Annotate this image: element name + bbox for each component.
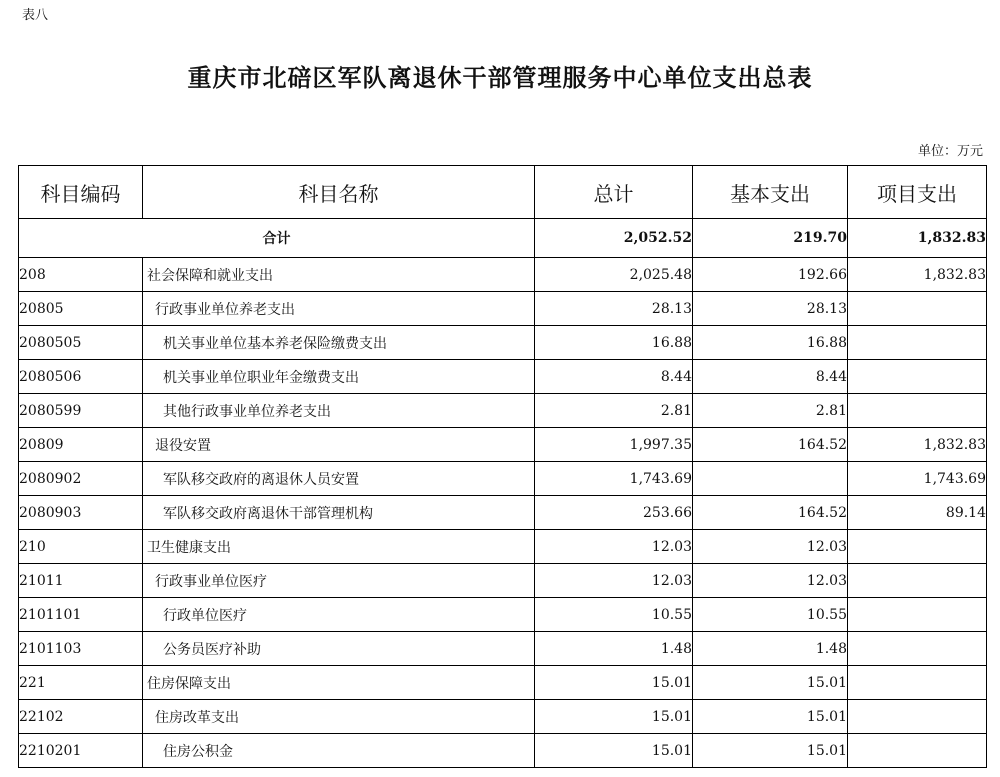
total-label: 合计 xyxy=(19,219,535,258)
row-total: 253.66 xyxy=(535,496,693,530)
row-basic: 15.01 xyxy=(693,734,848,768)
row-total: 8.44 xyxy=(535,360,693,394)
table-row xyxy=(19,292,987,326)
total-project: 1,832.83 xyxy=(848,219,987,258)
row-project xyxy=(848,530,987,564)
total-basic: 219.70 xyxy=(693,219,848,258)
row-name: 军队移交政府的离退休人员安置 xyxy=(143,462,535,496)
row-name: 其他行政事业单位养老支出 xyxy=(143,394,535,428)
row-code: 20805 xyxy=(19,292,143,326)
row-code: 21011 xyxy=(19,564,143,598)
table-row xyxy=(19,666,987,700)
row-total: 2,025.48 xyxy=(535,258,693,292)
row-name: 社会保障和就业支出 xyxy=(143,258,535,292)
row-project xyxy=(848,734,987,768)
total-total: 2,052.52 xyxy=(535,219,693,258)
row-code: 2080903 xyxy=(19,496,143,530)
row-project xyxy=(848,666,987,700)
row-project: 1,743.69 xyxy=(848,462,987,496)
expenditure-table xyxy=(18,165,987,768)
table-row xyxy=(19,428,987,462)
row-code: 221 xyxy=(19,666,143,700)
table-row xyxy=(19,462,987,496)
row-basic: 12.03 xyxy=(693,530,848,564)
row-name: 军队移交政府离退休干部管理机构 xyxy=(143,496,535,530)
row-basic: 192.66 xyxy=(693,258,848,292)
row-basic xyxy=(693,462,848,496)
row-name: 退役安置 xyxy=(143,428,535,462)
table-number: 表八 xyxy=(22,8,49,23)
row-name: 机关事业单位职业年金缴费支出 xyxy=(143,360,535,394)
header-name: 科目名称 xyxy=(143,166,535,219)
row-total: 12.03 xyxy=(535,564,693,598)
table-row xyxy=(19,530,987,564)
row-basic: 164.52 xyxy=(693,428,848,462)
row-name: 公务员医疗补助 xyxy=(143,632,535,666)
row-project xyxy=(848,394,987,428)
row-name: 行政事业单位医疗 xyxy=(143,564,535,598)
row-name: 住房公积金 xyxy=(143,734,535,768)
table-body xyxy=(19,219,987,768)
row-code: 208 xyxy=(19,258,143,292)
row-basic: 164.52 xyxy=(693,496,848,530)
header-row xyxy=(19,166,987,219)
row-total: 10.55 xyxy=(535,598,693,632)
row-total: 15.01 xyxy=(535,666,693,700)
row-basic: 12.03 xyxy=(693,564,848,598)
row-code: 20809 xyxy=(19,428,143,462)
row-project: 1,832.83 xyxy=(848,258,987,292)
row-name: 行政事业单位养老支出 xyxy=(143,292,535,326)
row-project xyxy=(848,632,987,666)
page-title: 重庆市北碚区军队离退休干部管理服务中心单位支出总表 xyxy=(187,63,813,92)
row-code: 2080506 xyxy=(19,360,143,394)
row-project: 89.14 xyxy=(848,496,987,530)
row-project xyxy=(848,292,987,326)
row-code: 2080599 xyxy=(19,394,143,428)
table-row xyxy=(19,360,987,394)
table-row xyxy=(19,700,987,734)
row-code: 22102 xyxy=(19,700,143,734)
table-row xyxy=(19,564,987,598)
row-name: 卫生健康支出 xyxy=(143,530,535,564)
header-project: 项目支出 xyxy=(848,166,987,219)
row-code: 2080505 xyxy=(19,326,143,360)
row-total: 16.88 xyxy=(535,326,693,360)
row-code: 2210201 xyxy=(19,734,143,768)
table-row xyxy=(19,394,987,428)
row-project xyxy=(848,360,987,394)
row-code: 2101101 xyxy=(19,598,143,632)
row-basic: 15.01 xyxy=(693,700,848,734)
header-code: 科目编码 xyxy=(19,166,143,219)
row-basic: 10.55 xyxy=(693,598,848,632)
table-row xyxy=(19,734,987,768)
table-row xyxy=(19,632,987,666)
row-total: 28.13 xyxy=(535,292,693,326)
table-row xyxy=(19,326,987,360)
row-basic: 2.81 xyxy=(693,394,848,428)
row-basic: 16.88 xyxy=(693,326,848,360)
row-total: 15.01 xyxy=(535,734,693,768)
row-name: 住房保障支出 xyxy=(143,666,535,700)
row-project xyxy=(848,598,987,632)
row-total: 12.03 xyxy=(535,530,693,564)
row-name: 住房改革支出 xyxy=(143,700,535,734)
row-project xyxy=(848,700,987,734)
row-basic: 15.01 xyxy=(693,666,848,700)
row-project xyxy=(848,564,987,598)
row-code: 210 xyxy=(19,530,143,564)
table-row xyxy=(19,258,987,292)
row-total: 1.48 xyxy=(535,632,693,666)
row-basic: 8.44 xyxy=(693,360,848,394)
row-total: 1,743.69 xyxy=(535,462,693,496)
table-row xyxy=(19,496,987,530)
row-total: 1,997.35 xyxy=(535,428,693,462)
header-total: 总计 xyxy=(535,166,693,219)
row-basic: 1.48 xyxy=(693,632,848,666)
row-code: 2101103 xyxy=(19,632,143,666)
unit-label: 单位：万元 xyxy=(917,144,983,159)
row-total: 15.01 xyxy=(535,700,693,734)
total-row xyxy=(19,219,987,258)
table-row xyxy=(19,598,987,632)
row-total: 2.81 xyxy=(535,394,693,428)
row-name: 行政单位医疗 xyxy=(143,598,535,632)
row-basic: 28.13 xyxy=(693,292,848,326)
row-code: 2080902 xyxy=(19,462,143,496)
header-basic: 基本支出 xyxy=(693,166,848,219)
row-project xyxy=(848,326,987,360)
row-project: 1,832.83 xyxy=(848,428,987,462)
row-name: 机关事业单位基本养老保险缴费支出 xyxy=(143,326,535,360)
